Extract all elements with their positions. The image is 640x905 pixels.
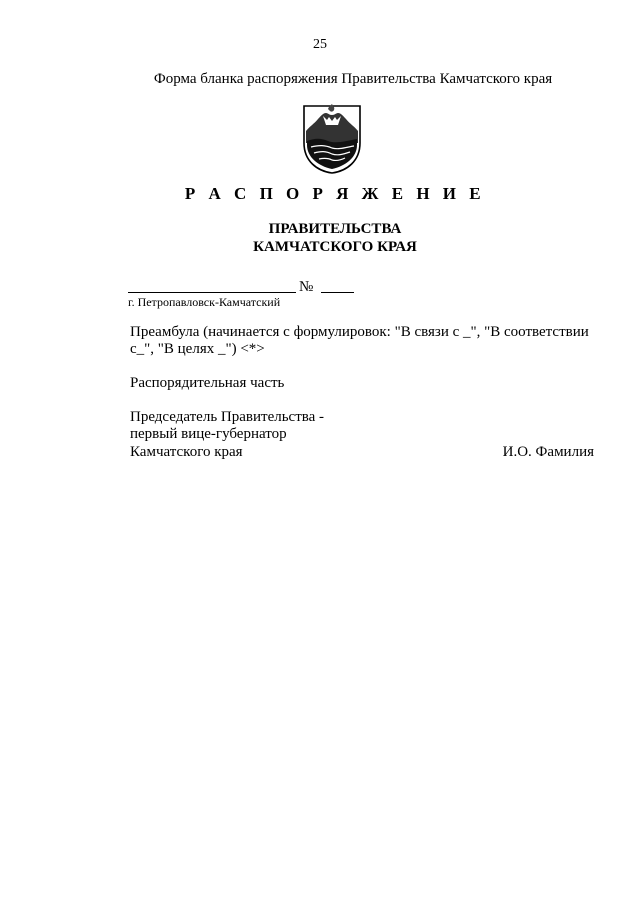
issuer-line-1: ПРАВИТЕЛЬСТВА: [268, 221, 402, 237]
date-field-line: [128, 282, 296, 293]
signature-position-line-3: Камчатского края: [130, 444, 243, 460]
signatory-name: И.О. Фамилия: [502, 444, 594, 460]
number-field-line: [321, 282, 354, 293]
kamchatka-coat-of-arms-icon: [301, 103, 363, 175]
document-title: Р А С П О Р Я Ж Е Н И Е: [184, 184, 486, 203]
city-label: г. Петропавловск-Камчатский: [128, 295, 281, 309]
preamble-line-2: с_", "В целях _") <*>: [130, 341, 265, 357]
issuer-line-2: КАМЧАТСКОГО КРАЯ: [253, 239, 417, 255]
signature-position-line-2: первый вице-губернатор: [130, 426, 287, 442]
signature-position-line-1: Председатель Правительства -: [130, 409, 325, 425]
dispositive-part: Распорядительная часть: [130, 375, 285, 391]
form-caption: Форма бланка распоряжения Правительства Камчатского края: [153, 71, 553, 87]
page-number: 25: [313, 37, 327, 52]
number-sign: №: [299, 279, 314, 295]
preamble-line-1: Преамбула (начинается с формулировок: "В связи с _", "В соответствии: [130, 324, 589, 340]
